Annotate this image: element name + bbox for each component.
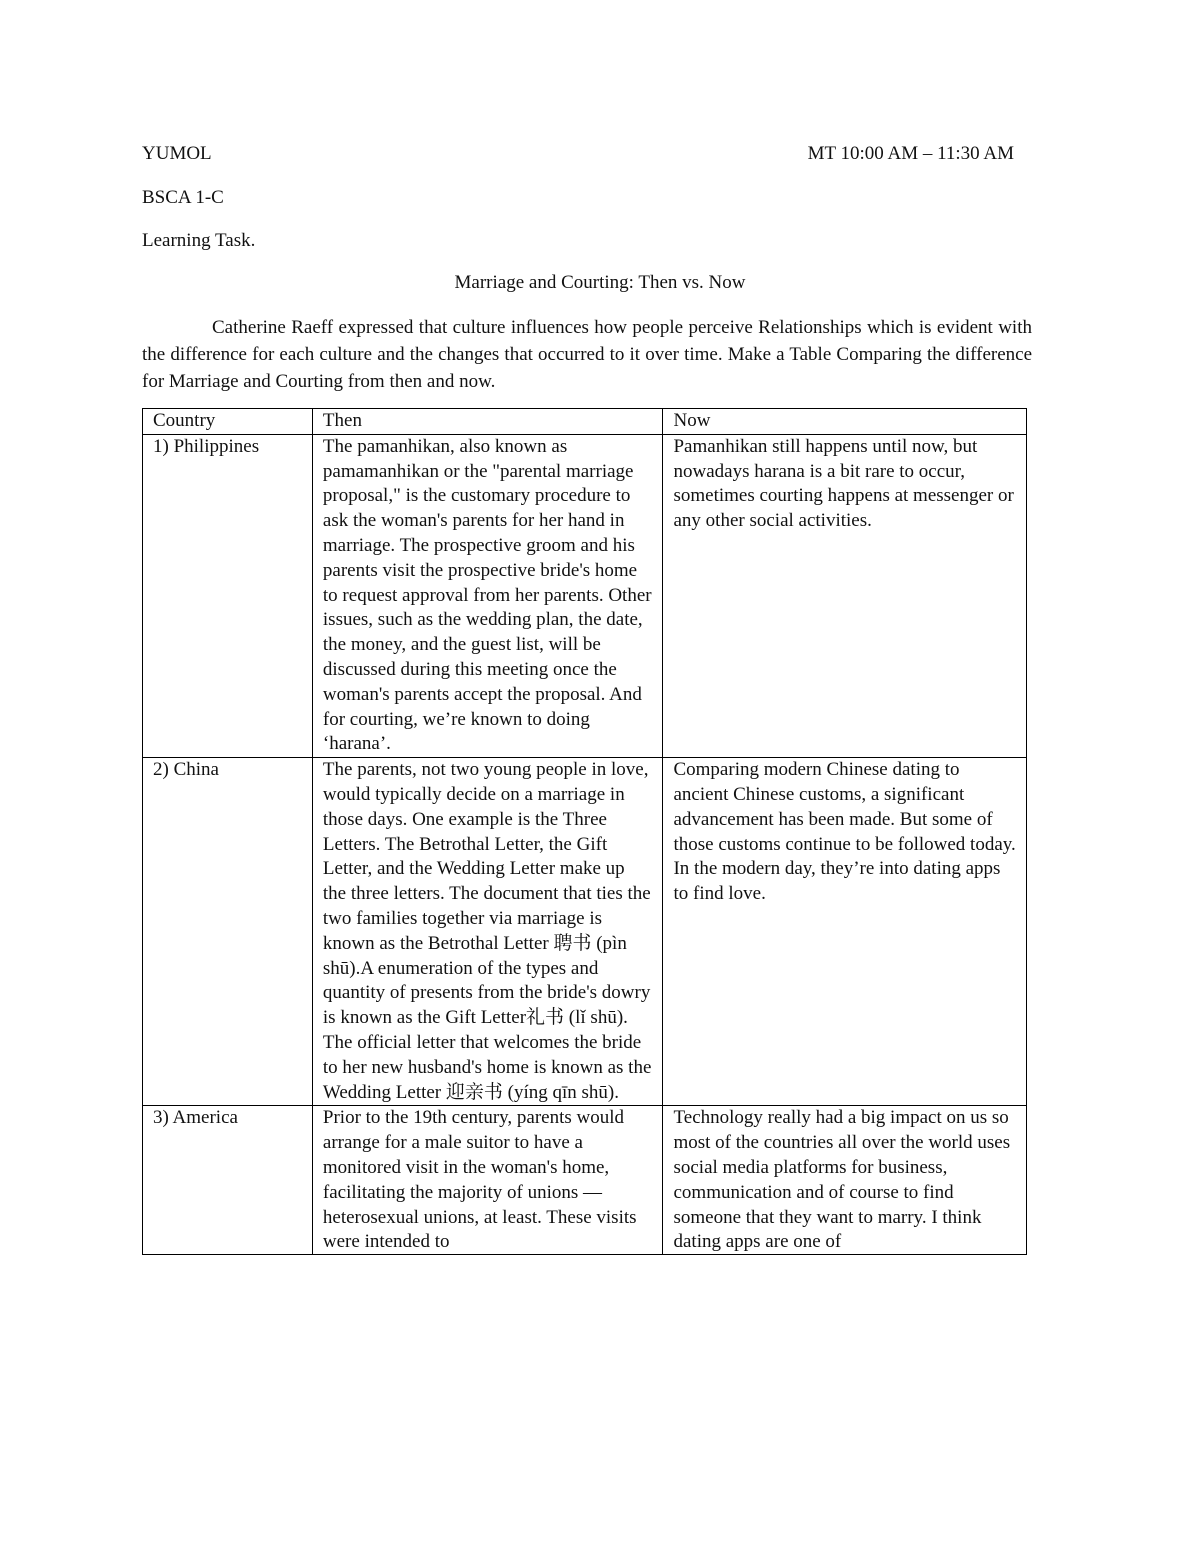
then-cell (312, 1106, 663, 1255)
now-paragraph: In the modern day, they’re into dating apps to find love. (673, 858, 1001, 905)
now-cell (663, 1106, 1027, 1255)
table-row (143, 434, 1027, 757)
class-schedule: MT 10:00 AM – 11:30 AM (807, 143, 1014, 164)
then-text: Prior to the 19th century, parents would arrange for a male suitor to have a monitored visit in the woman's home, facilitating the majority of unions — heterosexual unions, at least. These visits were intended to (322, 1107, 637, 1253)
country-text: 3) America (153, 1107, 238, 1129)
now-text: Technology really had a big impact on us so most of the countries all over the world uses social media platforms for business, communication and of course to find someone that they want to marry. I think dating apps are one of (673, 1107, 1011, 1253)
country-cell: 1) Philippines (143, 434, 313, 757)
comparison-table (142, 408, 1027, 1255)
task-label: Learning Task. (142, 230, 256, 251)
class-section: BSCA 1-C (142, 187, 224, 208)
table-row (143, 1106, 1027, 1255)
table-row (143, 758, 1027, 1106)
header-then: Then (312, 409, 663, 435)
document-title: Marriage and Courting: Then vs. Now (454, 272, 746, 293)
header-country: Country (143, 409, 313, 435)
now-cell (663, 758, 1027, 1106)
then-cell: The parents, not two young people in love, would typically decide on a marriage in those days. One example is the Three Letters. The Betrothal Letter, the Gift Letter, and the Wedding Letter make up the three letters. The document that ties the two families together via marriage is known as the Betrothal Letter 聘书 (pìn shū).A enumeration of the types and quantity of presents from the bride's dowry is known as the Gift Letter礼书 (lǐ shū). The official letter that welcomes the bride to her new husband's home is known as the Wedding Letter 迎亲书 (yíng qīn shū). (312, 758, 663, 1106)
country-cell (143, 1106, 313, 1255)
header-now: Now (663, 409, 1027, 435)
country-cell: 2) China (143, 758, 313, 1106)
then-cell: The pamanhikan, also known as pamamanhikan or the "parental marriage proposal," is the customary procedure to ask the woman's parents for her hand in marriage. The prospective groom and his parents visit the prospective bride's home to request approval from her parents. Other issues, such as the wedding plan, the date, the money, and the guest list, will be discussed during this meeting once the woman's parents accept the proposal. And for courting, we’re known to doing ‘harana’. (312, 434, 663, 757)
table-header-row (143, 409, 1027, 435)
now-cell: Pamanhikan still happens until now, but nowadays harana is a bit rare to occur, sometimes courting happens at messenger or any other social activities. (663, 434, 1027, 757)
student-name: YUMOL (142, 143, 212, 164)
now-paragraph: Comparing modern Chinese dating to ancient Chinese customs, a significant advancement has been made. But some of those customs continue to be followed today. (673, 759, 1016, 855)
intro-paragraph: Catherine Raeff expressed that culture influences how people perceive Relationships which is evident with the difference for each culture and the changes that occurred to it over time. Make a Table Comparing the difference for Marriage and Courting from then and now. (142, 317, 1032, 392)
